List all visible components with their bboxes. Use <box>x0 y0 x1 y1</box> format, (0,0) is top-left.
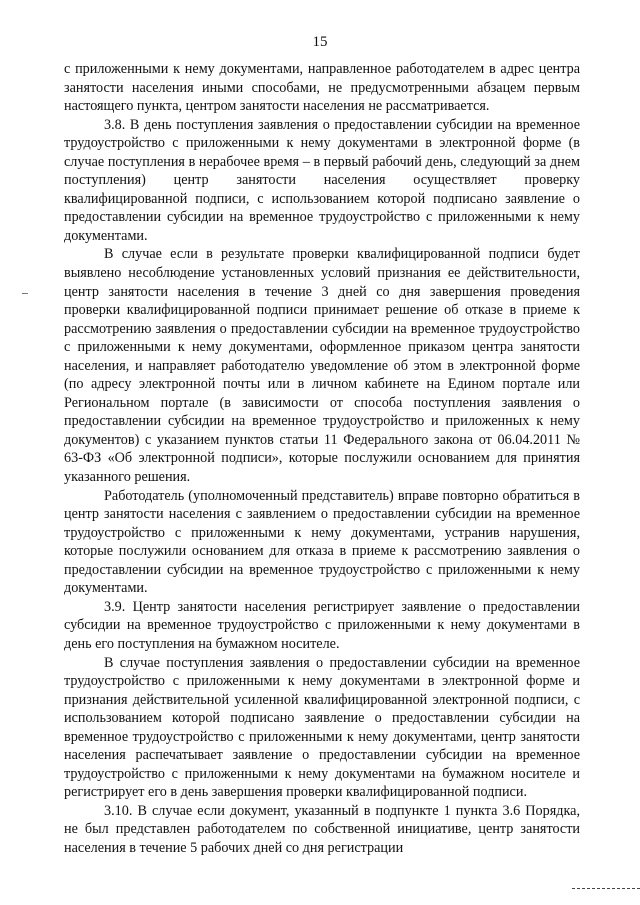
scan-margin-mark <box>22 293 28 294</box>
scan-fold-mark <box>572 888 640 890</box>
page-number: 15 <box>312 34 328 50</box>
paragraph-3-8: 3.8. В день поступления заявления о предоставлении субсидии на временное трудоустройство с приложенными к нему документами в электронной форме (в случае поступления в нерабочее время – в первый рабочий день, следующий за днем поступления) центр занятости населения осуществляет проверку квалифицированной подписи, с использованием которой подписано заявление о предоставлении субсидии на временное трудоустройство с приложенными к нему документами. <box>64 116 580 244</box>
paragraph-3-9: 3.9. Центр занятости населения регистрирует заявление о предоставлении субсидии на временное трудоустройство с приложенными к нему документами в день его поступления на бумажном носителе. <box>64 598 580 652</box>
paragraph-3-8-resubmission: Работодатель (уполномоченный представитель) вправе повторно обратиться в центр занятости населения с заявлением о предоставлении субсидии на временное трудоустройство с приложенными к нему документами, устранив нарушения, которые послужили основанием для отказа в приеме к рассмотрению заявления о предоставлении субсидии на временное трудоустройство с приложенными к нему документами. <box>64 487 580 597</box>
paragraph-continuation: с приложенными к нему документами, направленное работодателем в адрес центра занятости населения иными способами, не предусмотренными абзацем первым настоящего пункта, центром занятости населения не рассматривается. <box>64 61 580 115</box>
document-body <box>64 60 580 858</box>
paragraph-3-8-refusal: В случае если в результате проверки квалифицированной подписи будет выявлено несоблюдение установленных условий признания ее действительности, центр занятости населения в течение 3 дней со дня завершения проведения проверки квалифицированной подписи принимает решение об отказе в приеме к рассмотрению заявления о предоставлении субсидии на временное трудоустройство с приложенными к нему документами, оформленное приказом центра занятости населения, и направляет работодателю уведомление об этом в электронной форме (по адресу электронной почты или в личном кабинете на Едином портале или Региональном портале (в зависимости от способа поступления заявления о предоставлении субсидии на временное трудоустройство и приложенных к нему документов) с указанием пунктов статьи 11 Федерального закона от 06.04.2011 № 63-ФЗ «Об электронной подписи», которые послужили основанием для принятия указанного решения. <box>64 246 580 486</box>
paragraph-3-9-electronic: В случае поступления заявления о предоставлении субсидии на временное трудоустройство с приложенными к нему документами в электронной форме и признания действительной усиленной квалифицированной электронной подписи, с использованием которой подписано заявление о предоставлении субсидии на временное трудоустройство с приложенными к нему документами, центр занятости населения распечатывает заявление о предоставлении субсидии на временное трудоустройство с приложенными к нему документами на бумажном носителе и регистрирует его в день завершения проверки квалифицированной подписи. <box>64 654 580 801</box>
paragraph-3-10: 3.10. В случае если документ, указанный в подпункте 1 пункта 3.6 Порядка, не был представлен работодателем по собственной инициативе, центр занятости населения в течение 5 рабочих дней со дня регистрации <box>64 802 580 856</box>
